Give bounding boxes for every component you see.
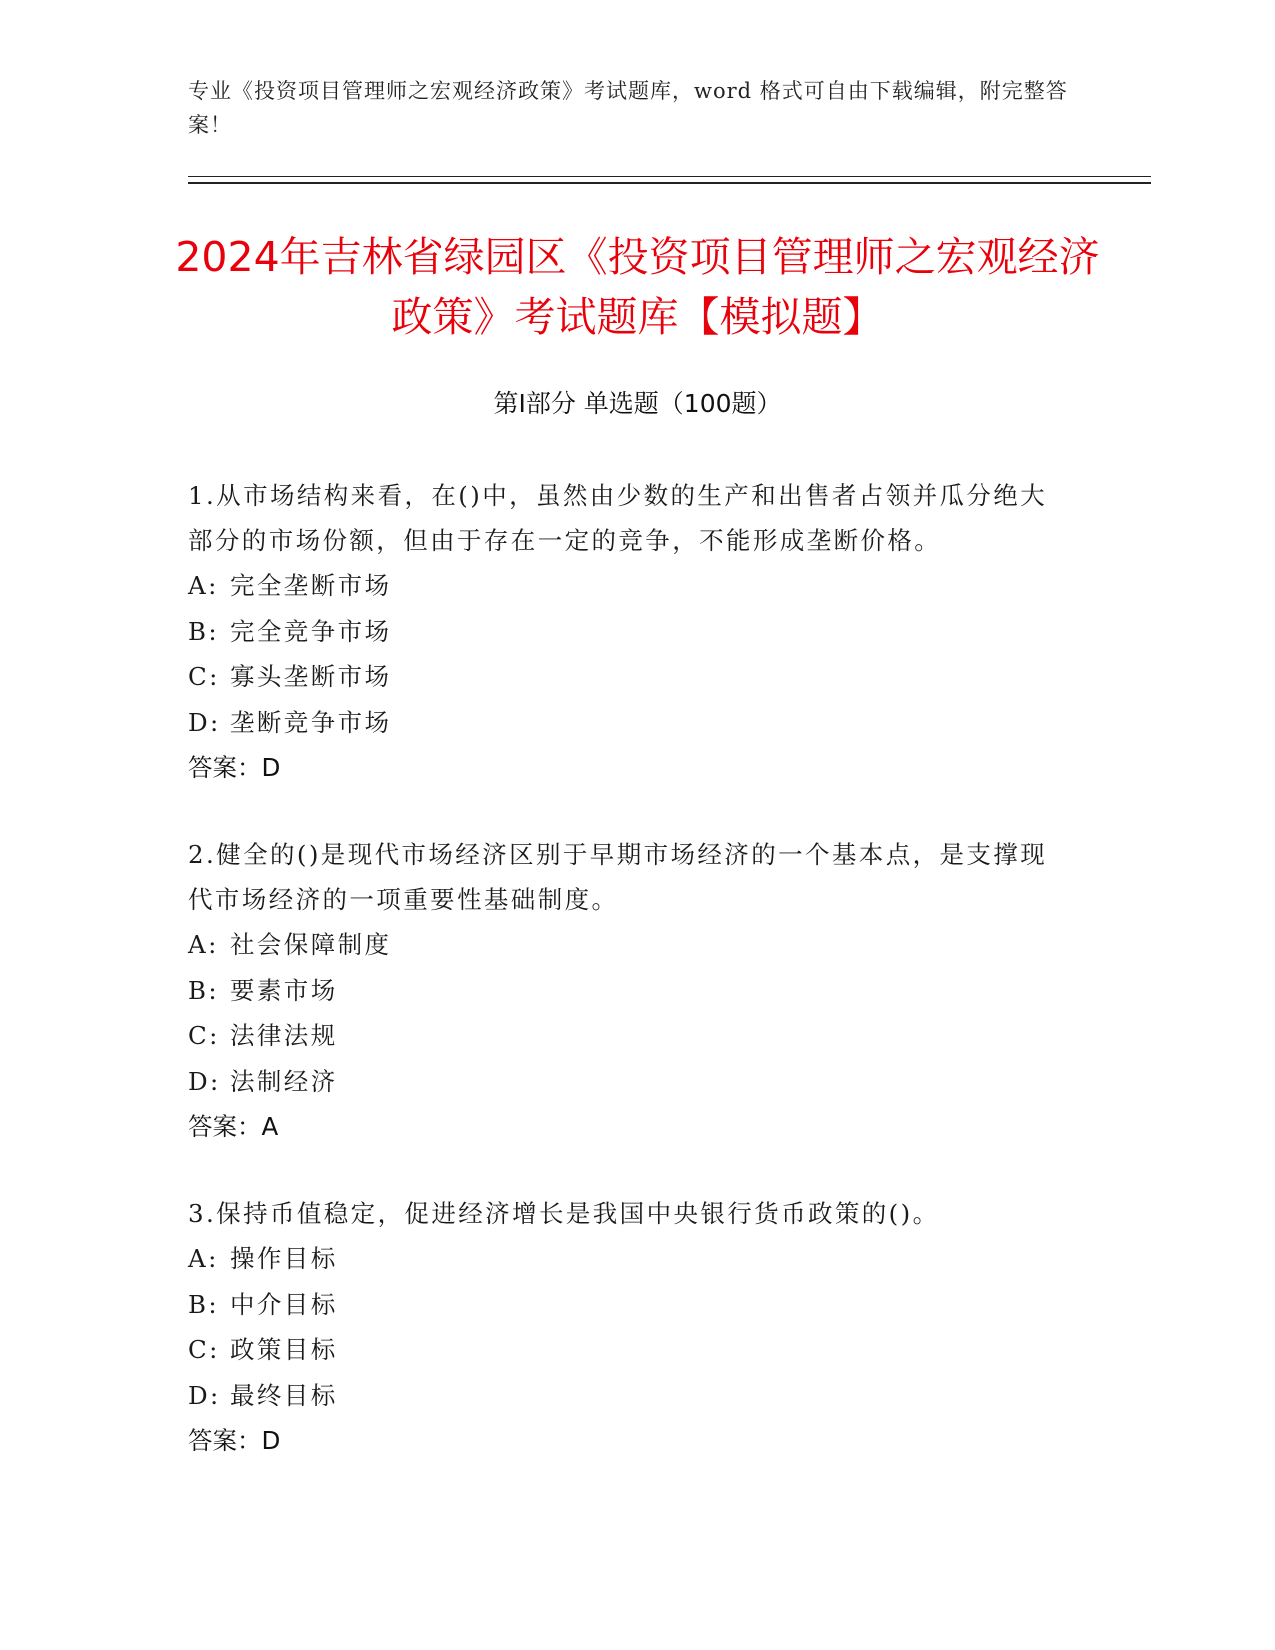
answer-line: 答案：D: [188, 1426, 281, 1455]
option-text: 社会保障制度: [230, 930, 392, 959]
option-key: C:: [188, 1335, 220, 1364]
answer-line: 答案：A: [188, 1112, 279, 1141]
option-c: [188, 1327, 1068, 1373]
question-stem: 1.从市场结构来看，在()中，虽然由少数的生产和出售者占领并瓜分绝大部分的市场份额，但由于存在一定的竞争，不能形成垄断价格。: [188, 481, 1048, 555]
option-key: B:: [188, 1289, 220, 1319]
option-b: [188, 968, 1068, 1014]
question-3: [188, 1191, 1068, 1463]
question-stem: 3.保持币值稳定，促进经济增长是我国中央银行货币政策的()。: [188, 1199, 940, 1228]
option-key: D:: [188, 707, 221, 737]
option-a: [188, 563, 1068, 609]
question-stem: 2.健全的()是现代市场经济区别于早期市场经济的一个基本点，是支撑现代市场经济的一项重要性基础制度。: [188, 840, 1048, 914]
option-text: 完全垄断市场: [230, 571, 392, 600]
answer-line: 答案：D: [188, 753, 281, 782]
option-a: [188, 922, 1068, 968]
option-key: A:: [188, 571, 219, 600]
option-key: D:: [188, 1066, 221, 1096]
option-key: C:: [188, 1021, 220, 1050]
header-divider-thin: [188, 176, 1151, 177]
option-text: 寡头垄断市场: [230, 662, 392, 691]
question-1: [188, 473, 1068, 790]
option-text: 政策目标: [230, 1335, 338, 1364]
document-title: 2024年吉林省绿园区《投资项目管理师之宏观经济政策》考试题库【模拟题】: [175, 233, 1100, 341]
option-text: 法制经济: [230, 1066, 338, 1096]
question-list: [188, 473, 1068, 1505]
option-text: 操作目标: [230, 1244, 338, 1273]
option-c: [188, 654, 1068, 700]
option-text: 中介目标: [230, 1289, 338, 1319]
option-text: 法律法规: [230, 1021, 338, 1050]
option-d: [188, 1373, 1068, 1419]
header-note: 专业《投资项目管理师之宏观经济政策》考试题库，word 格式可自由下载编辑，附完整答案！: [188, 79, 1068, 137]
section-heading: 第Ⅰ部分 单选题（100题）: [493, 389, 782, 418]
option-d: [188, 1059, 1068, 1105]
option-d: [188, 700, 1068, 746]
question-2: [188, 832, 1068, 1149]
option-key: C:: [188, 662, 220, 691]
option-text: 要素市场: [230, 975, 338, 1005]
option-b: [188, 1282, 1068, 1328]
option-text: 垄断竞争市场: [230, 707, 392, 737]
option-key: A:: [188, 930, 219, 959]
header-divider-thick: [188, 182, 1151, 184]
option-key: D:: [188, 1380, 221, 1410]
option-text: 完全竞争市场: [230, 616, 392, 646]
option-key: A:: [188, 1244, 219, 1273]
option-key: B:: [188, 975, 220, 1005]
option-b: [188, 609, 1068, 655]
option-a: [188, 1236, 1068, 1282]
option-c: [188, 1013, 1068, 1059]
option-text: 最终目标: [230, 1380, 338, 1410]
option-key: B:: [188, 616, 220, 646]
